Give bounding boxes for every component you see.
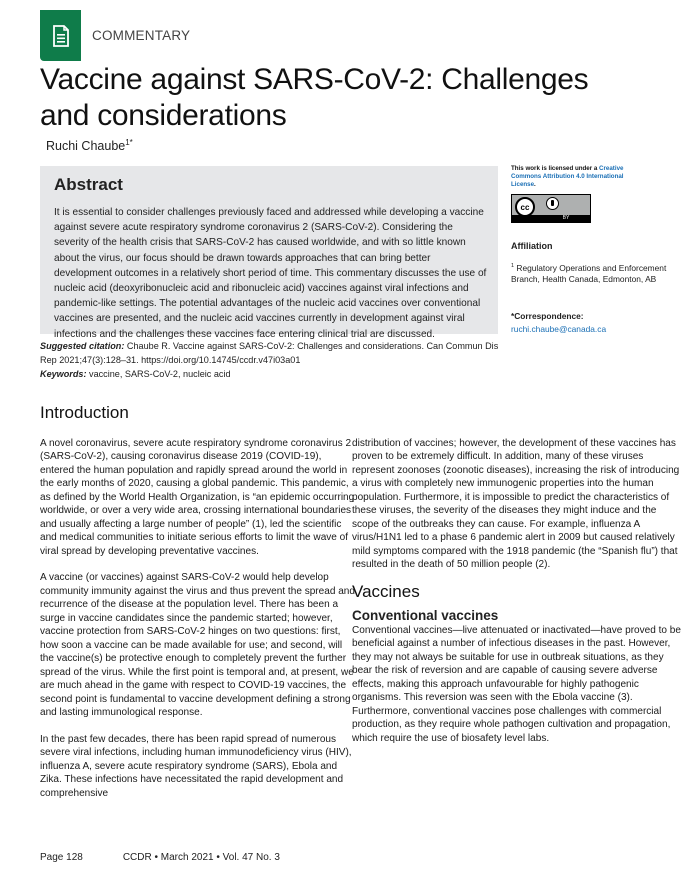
introduction-heading: Introduction — [40, 403, 129, 422]
document-icon — [52, 25, 70, 47]
paragraph: In the past few decades, there has been rapid spread of numerous severe viral infections, including human immunodeficiency virus (HIV), influenza A, severe acute respiratory syndrome (SARS), Ebola and Zika. These infections have necessitated the rapid development and comprehensive — [40, 733, 352, 799]
paragraph: distribution of vaccines; however, the development of these vaccines has proven to be extremely difficult. In addition, many of these viruses represent zoonoses (zoonotic diseases), increasing the risk of introducing a virus with completely new immunogenic properties into the human population. Furthermore, it is impossible to predict the characteristics of these viruses, the severity of the diseases they might induce and the scope of the outbreaks they can cause. For example, influenza A virus/H1N1 led to a phase 6 pandemic alert in 2009 but caused relatively mild symptoms compared with the 1918 pandemic (the “Spanish flu”) that resulted in the death of 50 million people (2). — [352, 438, 680, 571]
license-notice — [511, 165, 631, 189]
citation-label: Suggested citation: — [40, 341, 125, 351]
correspondence-email[interactable]: ruchi.chaube@canada.ca — [511, 324, 607, 335]
attribution-person-icon — [546, 197, 559, 210]
license-suffix: . — [534, 181, 536, 188]
vaccines-heading: Vaccines — [352, 581, 420, 601]
page-footer — [40, 852, 280, 863]
paragraph: A vaccine (or vaccines) against SARS-CoV-2 would help develop community immunity against the virus and thus prevent the spread and recurrence of the disease at the population level. There has been a surge in vaccine candidates since the pandemic started; however, vaccine protection from SARS-CoV-2 hinges on two questions: first, how soon a vaccine can be made available for use; and second, will the vaccine(s) be protective enough to completely prevent the further spread of the virus. While the first point is temporal and, at present, we are much ahead in the game with respect to COVID-19 vaccines, the second point is fundamental to vaccine development defining a strong and lasting immunological response. — [40, 572, 355, 718]
abstract-box — [40, 166, 498, 340]
affiliation-text — [511, 261, 686, 285]
affiliation-body: Regulatory Operations and Enforcement Branch, Health Canada, Edmonton, AB — [511, 262, 667, 285]
by-label: BY — [512, 215, 590, 222]
sidebar — [511, 165, 686, 334]
author-superscript: 1* — [125, 138, 133, 147]
conventional-vaccines-heading: Conventional vaccines — [352, 607, 499, 623]
page-number: Page 128 — [40, 852, 83, 863]
abstract-text: It is essential to consider challenges previously faced and addressed while developing a vaccine against severe acute respiratory syndrome coronavirus 2 (SARS-CoV-2). Considering the severity of the health crisis that SARS-CoV-2 has caused worldwide, and with so little known about the virus, our focus should be drawn towards approaches that can bring better development outcomes in a relatively short period of time. This commentary discusses the use of nucleic acid (deoxyribonucleic acid and ribonucleic acid) vaccines against viral infections and pandemic-like settings. The potential advantages of the nucleic acid vaccines over conventional vaccines are presented, and the nucleic acid vaccines currently in development against viral infections and the challenges these vaccines face entering clinical trial are discussed. — [54, 207, 487, 340]
keywords — [40, 367, 510, 381]
suggested-citation — [40, 339, 510, 367]
commentary-badge — [40, 10, 81, 61]
left-column — [40, 437, 356, 814]
citation-block — [40, 339, 510, 381]
keywords-label: Keywords: — [40, 369, 87, 379]
abstract-heading: Abstract — [54, 175, 123, 194]
journal-info: CCDR • March 2021 • Vol. 47 No. 3 — [122, 852, 280, 863]
license-prefix: This work is licensed under a — [511, 165, 600, 172]
right-column — [352, 437, 684, 758]
cc-icon: cc — [515, 197, 535, 217]
affiliation-sup: 1 — [511, 263, 515, 269]
affiliation-heading: Affiliation — [511, 241, 553, 251]
cc-by-logo[interactable] — [511, 194, 591, 223]
author — [46, 138, 133, 153]
paragraph: A novel coronavirus, severe acute respiratory syndrome coronavirus 2 (SARS-CoV-2), causing coronavirus disease 2019 (COVID-19), entered the human population and rapidly spread around the world in the early months of 2020, causing a global pandemic. This pandemic, as defined by the World Health Organization, is “an epidemic occurring worldwide, or over a very wide area, crossing international boundaries and usually affecting a large number of people” (1), led the scientific and medical communities to initiate serious efforts to limit the wave of viral spread by developing preventative vaccines. — [40, 438, 355, 557]
correspondence-heading: *Correspondence: — [511, 311, 584, 322]
license-link[interactable]: Creative Commons Attribution 4.0 International License — [511, 165, 624, 188]
article-title: Vaccine against SARS-CoV-2: Challenges and considerations — [40, 63, 589, 132]
citation-text: Chaube R. Vaccine against SARS-CoV-2: Challenges and considerations. Can Commun Dis Rep 2021;47(3):128–31. https://doi.org/10.14745/ccdr.v47i03a01 — [40, 341, 499, 365]
keywords-text: vaccine, SARS-CoV-2, nucleic acid — [86, 369, 231, 379]
section-tag: COMMENTARY — [92, 28, 191, 43]
author-name: Ruchi Chaube — [46, 139, 126, 154]
paragraph: Conventional vaccines—live attenuated or inactivated—have proved to be beneficial against a number of infectious diseases in the past. However, they may not always be suitable for use in outbreak situations, as they bear the risk of reversion and are capable of causing severe adverse effects, making this approach unfavourable for highly pathogenic organisms. This reversion was seen with the Ebola vaccine (3). Furthermore, conventional vaccines pose challenges with commercial production, as they require whole pathogen cultivation and propagation, which require the use of biosafety level labs. — [352, 624, 681, 744]
